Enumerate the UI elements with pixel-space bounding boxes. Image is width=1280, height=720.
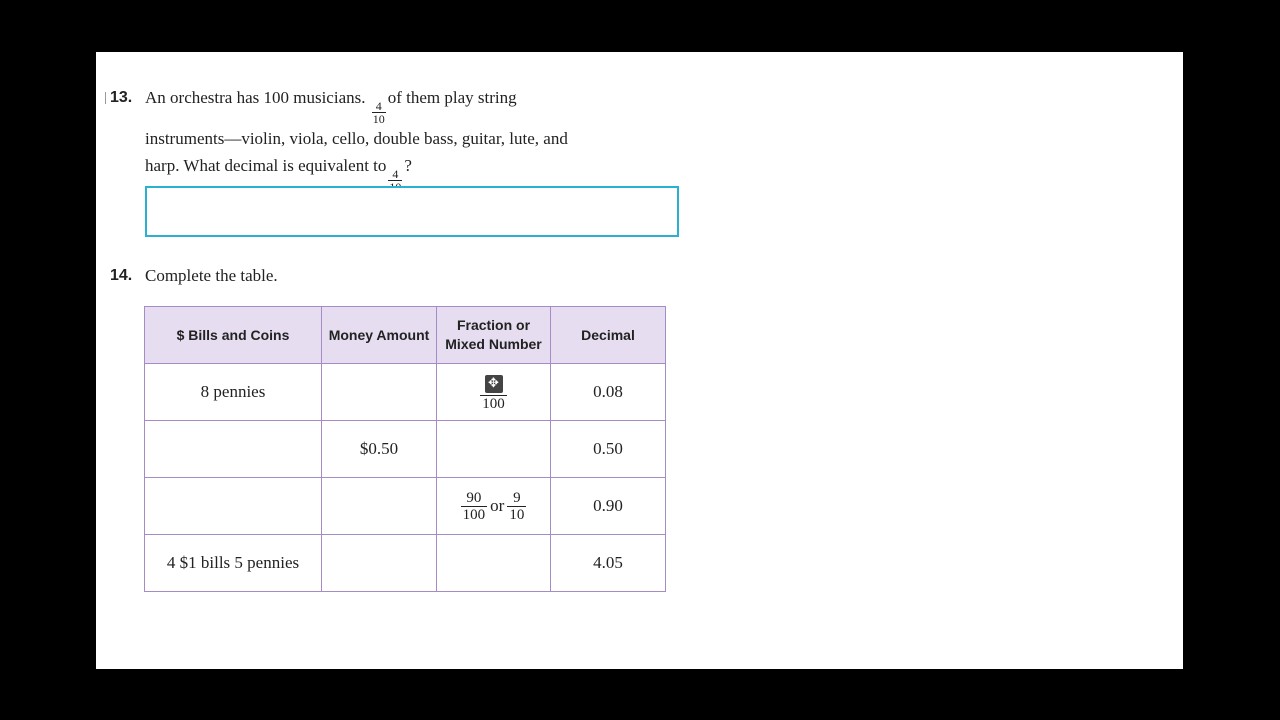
cell-money-input[interactable]	[322, 478, 437, 535]
fraction-numerator: 9	[513, 489, 521, 506]
table-header-row	[145, 307, 666, 364]
cell-fraction-input[interactable]	[437, 421, 551, 478]
cell-decimal: 0.90	[551, 478, 666, 535]
cell-bills-input[interactable]	[145, 421, 322, 478]
cell-fraction	[437, 478, 551, 535]
cell-bills: 8 pennies	[145, 364, 322, 421]
table-row	[145, 535, 666, 592]
header-fraction-line-1: Fraction or	[456, 317, 531, 333]
cell-money: $0.50	[322, 421, 437, 478]
margin-marker	[105, 92, 106, 104]
header-bills-coins: $ Bills and Coins	[145, 307, 322, 364]
header-fraction-line-2: Mixed Number	[445, 336, 542, 352]
table-row	[145, 364, 666, 421]
fraction-numerator: 4	[392, 166, 399, 181]
worksheet-page	[96, 52, 1183, 669]
cell-decimal: 4.05	[551, 535, 666, 592]
cell-fraction[interactable]	[437, 364, 551, 421]
header-money-amount: Money Amount	[322, 307, 437, 364]
fraction-four-tenths	[372, 100, 386, 125]
fraction-ninety-hundredths	[461, 490, 488, 523]
header-fraction	[437, 307, 551, 364]
question-13-line-1	[145, 84, 705, 125]
cell-bills: 4 $1 bills 5 pennies	[145, 535, 322, 592]
cell-money-input[interactable]	[322, 535, 437, 592]
question-13-line-2: instruments—violin, viola, cello, double bass, guitar, lute, and	[145, 128, 568, 148]
fraction-denominator: 100	[482, 395, 505, 412]
question-13-text-part: An orchestra has 100 musicians.	[145, 88, 366, 107]
question-13-text	[145, 84, 705, 193]
fraction-numerator: 4	[375, 98, 382, 113]
fraction-numerator: 90	[466, 489, 482, 506]
table-row	[145, 421, 666, 478]
question-14-prompt: Complete the table.	[145, 266, 278, 285]
money-conversion-table	[144, 306, 666, 592]
table-row	[145, 478, 666, 535]
question-14-number: 14.	[110, 267, 133, 284]
fraction-input[interactable]	[480, 375, 507, 413]
cell-decimal: 0.08	[551, 364, 666, 421]
fraction-denominator: 100	[462, 506, 486, 523]
fraction-nine-tenths	[507, 490, 526, 523]
cell-bills-input[interactable]	[145, 478, 322, 535]
question-13-text-part: harp. What decimal is equivalent to	[145, 156, 387, 176]
fraction-denominator: 10	[509, 506, 525, 523]
cell-money-input[interactable]	[322, 364, 437, 421]
question-13-number: 13.	[110, 89, 133, 106]
header-decimal: Decimal	[551, 307, 666, 364]
question-13-text-part: of them play string	[387, 88, 517, 107]
cell-decimal: 0.50	[551, 421, 666, 478]
question-mark: ?	[404, 156, 412, 176]
question-13-answer-input[interactable]	[145, 186, 679, 237]
fraction-denominator: 10	[372, 111, 385, 126]
or-text: or	[490, 496, 505, 515]
cell-fraction-input[interactable]	[437, 535, 551, 592]
move-icon[interactable]: ✥	[485, 375, 503, 393]
